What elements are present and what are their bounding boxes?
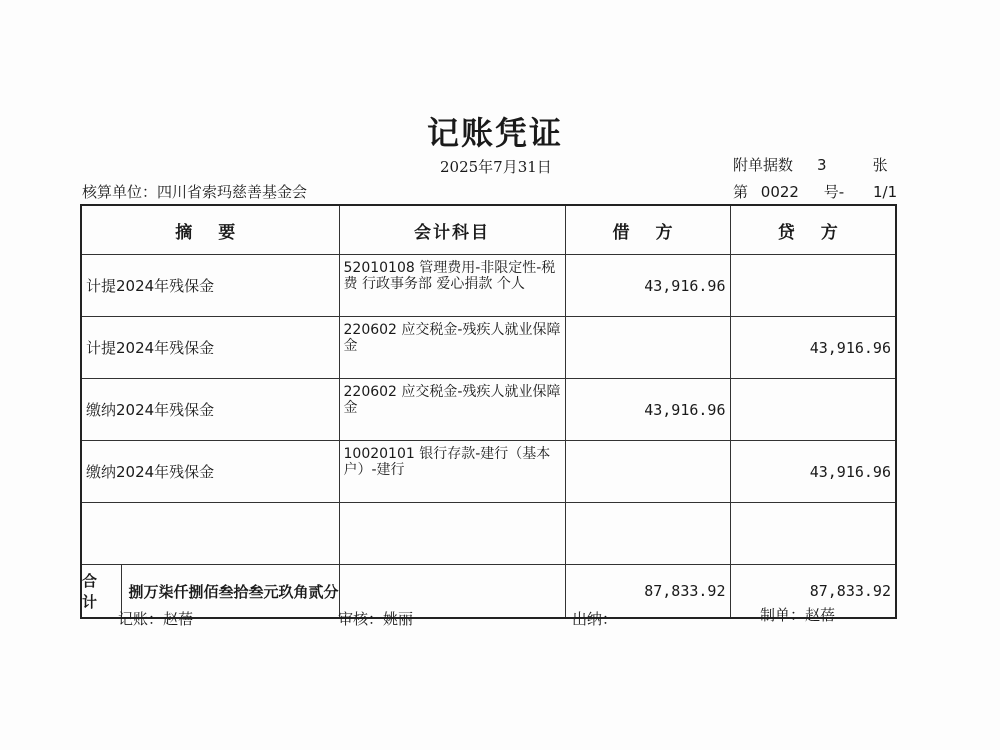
attachments-count (733, 154, 888, 175)
row-subject: 220602 应交税金-残疾人就业保障金 (339, 379, 565, 441)
bookkeeper: 记账：赵蓓 (118, 610, 194, 628)
voucher-number-suffix: 号- (823, 183, 845, 201)
row-credit: 43,916.96 (730, 317, 896, 379)
row-subject: 52010108 管理费用-非限定性-税费 行政事务部 爱心捐款 个人 (339, 255, 565, 317)
total-amount-in-words: 捌万柒仟捌佰叁拾叁元玖角贰分 (128, 582, 339, 601)
row-summary: 缴纳2024年残保金 (81, 379, 339, 441)
total-debit: 87,833.92 (565, 565, 730, 619)
row-summary (81, 503, 339, 565)
row-subject (339, 503, 565, 565)
total-credit: 87,833.92 (730, 565, 896, 619)
total-label: 合 计 (82, 565, 122, 617)
voucher-page: 1/1 (872, 183, 898, 201)
table-row (81, 317, 896, 379)
page-title: 记账凭证 (426, 114, 563, 152)
accounting-unit-label: 核算单位： (82, 183, 158, 201)
header-subject: 会计科目 (339, 205, 565, 255)
row-summary: 缴纳2024年残保金 (81, 441, 339, 503)
voucher-date: 2025年7月31日 (440, 158, 552, 176)
row-debit: 43,916.96 (565, 379, 730, 441)
row-credit (730, 255, 896, 317)
row-debit: 43,916.96 (565, 255, 730, 317)
header-debit: 借 方 (565, 205, 730, 255)
voucher-number-value: 0022 (760, 183, 799, 201)
row-summary: 计提2024年残保金 (81, 255, 339, 317)
voucher-table (80, 204, 897, 619)
header-summary: 摘 要 (81, 205, 339, 255)
attachments-number: 3 (817, 156, 827, 174)
cashier: 出纳： (572, 610, 618, 628)
row-subject: 220602 应交税金-残疾人就业保障金 (339, 317, 565, 379)
table-row (81, 441, 896, 503)
voucher-number (733, 181, 897, 202)
row-debit (565, 441, 730, 503)
table-row (81, 379, 896, 441)
table-row-empty (81, 503, 896, 565)
attachments-unit: 张 (872, 156, 888, 174)
accounting-unit-name: 四川省索玛慈善基金会 (157, 183, 308, 201)
voucher-number-prefix: 第 (733, 183, 749, 201)
row-summary: 计提2024年残保金 (81, 317, 339, 379)
reviewer: 审核：姚丽 (338, 610, 414, 628)
row-debit (565, 317, 730, 379)
row-subject: 10020101 银行存款-建行（基本户）-建行 (339, 441, 565, 503)
row-credit: 43,916.96 (730, 441, 896, 503)
table-header-row (81, 205, 896, 255)
preparer: 制单：赵蓓 (760, 606, 836, 624)
attachments-label: 附单据数 (733, 156, 794, 174)
header-credit: 贷 方 (730, 205, 896, 255)
row-credit (730, 503, 896, 565)
row-credit (730, 379, 896, 441)
accounting-unit (82, 181, 307, 202)
table-row (81, 255, 896, 317)
row-debit (565, 503, 730, 565)
